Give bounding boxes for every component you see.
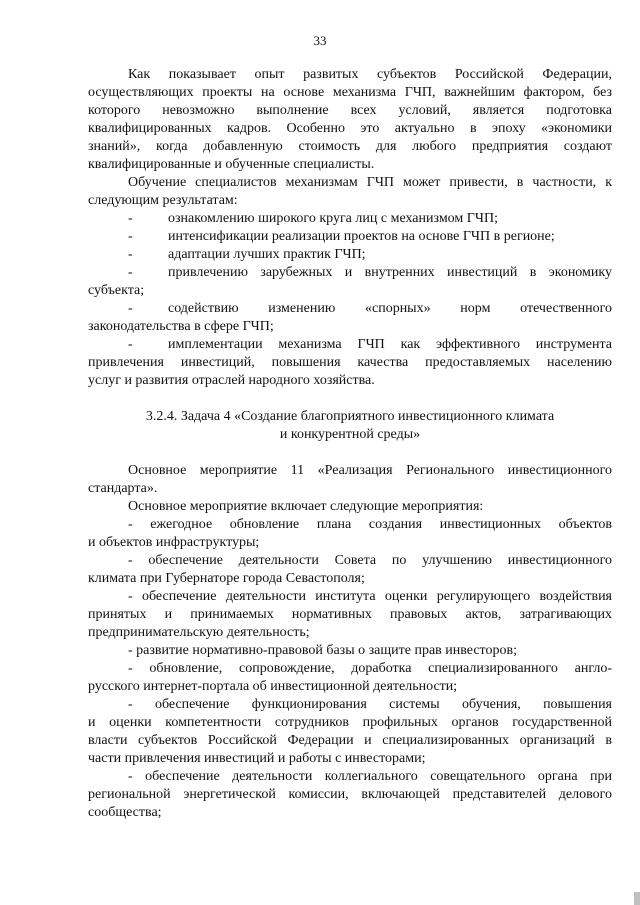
list-dash: - — [128, 211, 133, 226]
list-dash: - — [128, 229, 133, 244]
scan-edge-mark — [634, 892, 640, 905]
text-line: - обновление, сопровождение, доработка специализированного англо- — [128, 661, 612, 676]
list-item: ознакомлению широкого круга лиц с механизмом ГЧП; — [168, 211, 498, 226]
list-item-continuation: субъекта; — [88, 283, 145, 298]
list-dash: - — [128, 337, 133, 352]
text-line: следующим результатам: — [88, 193, 238, 208]
text-line: климата при Губернаторе города Севастополя; — [88, 571, 365, 586]
list-item: интенсификации реализации проектов на основе ГЧП в регионе; — [168, 229, 555, 244]
text-line: стандарта». — [88, 481, 158, 496]
text-line: части привлечения инвестиций и работы с инвесторами; — [88, 751, 426, 766]
list-item: привлечению зарубежных и внутренних инвестиций в экономику — [168, 265, 612, 280]
list-dash: - — [128, 265, 133, 280]
text-line: - развитие нормативно-правовой базы о защите прав инвесторов; — [128, 643, 517, 658]
text-line: предпринимательскую деятельность; — [88, 625, 310, 640]
text-line: - обеспечение деятельности Совета по улучшению инвестиционного — [128, 553, 612, 568]
page-number: 33 — [313, 33, 327, 48]
text-line: - обеспечение деятельности института оценки регулирующего воздействия — [128, 589, 612, 604]
list-item-continuation: привлечения инвестиций, повышения качества предоставляемых населению — [88, 355, 612, 370]
text-line: - ежегодное обновление плана создания инвестиционных объектов — [128, 517, 612, 532]
section-heading: 3.2.4. Задача 4 «Создание благоприятного инвестиционного климата — [145, 409, 555, 424]
text-line: Как показывает опыт развитых субъектов Российской Федерации, — [128, 67, 612, 82]
text-line: - обеспечение деятельности коллегиального совещательного органа при — [128, 769, 612, 784]
text-line: знаний», когда добавленную стоимость для любого предприятия создают — [88, 139, 612, 154]
text-line: квалифицированных кадров. Особенно это актуально в эпоху «экономики — [88, 121, 612, 136]
list-item: имплементации механизма ГЧП как эффективного инструмента — [168, 337, 612, 352]
list-item-continuation: законодательства в сфере ГЧП; — [88, 319, 274, 334]
list-item: адаптации лучших практик ГЧП; — [168, 247, 366, 262]
text-line: принятых и принимаемых нормативных правовых актов, затрагивающих — [88, 607, 612, 622]
text-line: Основное мероприятие 11 «Реализация Регионального инвестиционного — [128, 463, 612, 478]
text-line: власти субъектов Российской Федерации и специализированных организаций в — [88, 733, 612, 748]
text-line: русского интернет-портала об инвестиционной деятельности; — [88, 679, 458, 694]
text-line: сообщества; — [88, 805, 162, 820]
text-line: Обучение специалистов механизмам ГЧП может привести, в частности, к — [128, 175, 612, 190]
text-line: квалифицированные и обученные специалисты. — [88, 157, 375, 172]
list-dash: - — [128, 247, 133, 262]
list-item: содействию изменению «спорных» норм отечественного — [168, 301, 612, 316]
list-item-continuation: услуг и развития отраслей народного хозяйства. — [88, 373, 375, 388]
text-line: региональной энергетической комиссии, включающей представителей делового — [88, 787, 612, 802]
text-line: - обеспечение функционирования системы обучения, повышения — [128, 697, 612, 712]
list-dash: - — [128, 301, 133, 316]
text-line: которого невозможно выполнение всех условий, является подготовка — [88, 103, 612, 118]
text-line: Основное мероприятие включает следующие мероприятия: — [128, 499, 484, 514]
section-heading: и конкурентной среды» — [279, 427, 421, 442]
text-line: осуществляющих проекты на основе механизма ГЧП, важнейшим фактором, без — [88, 85, 612, 100]
text-line: и объектов инфраструктуры; — [88, 535, 260, 550]
text-line: и оценки компетентности сотрудников профильных органов государственной — [88, 715, 612, 730]
